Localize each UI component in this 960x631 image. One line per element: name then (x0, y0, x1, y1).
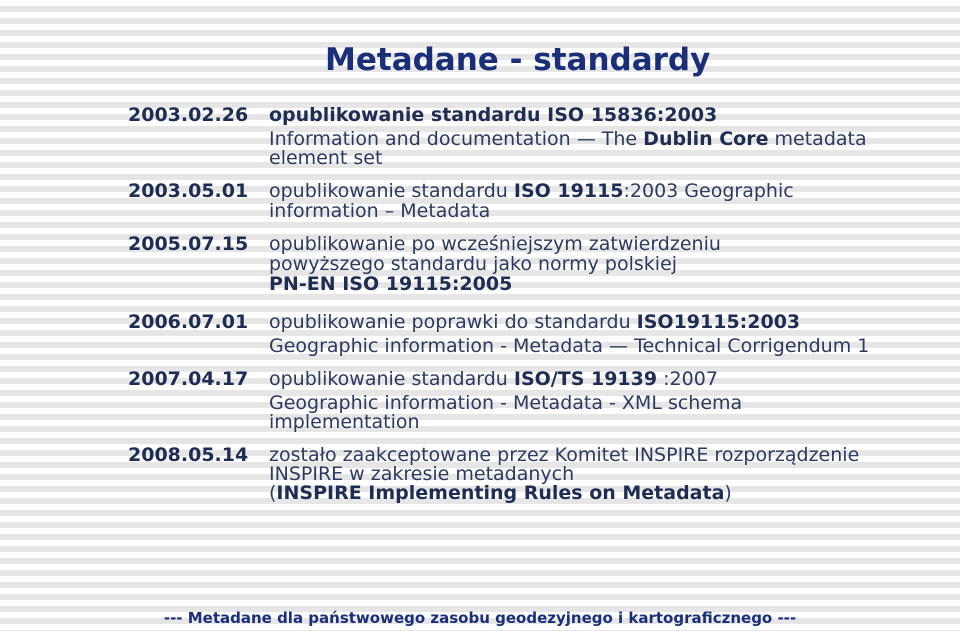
entry-detail-line: powyższego standardu jako normy polskiej (269, 253, 678, 275)
entry-detail-highlight: PN-EN ISO 19115:2005 (269, 273, 513, 295)
entry-detail-line: element set (269, 147, 383, 169)
entry-date: 2003.05.01 (128, 180, 249, 202)
entry-headline: zostało zaakceptowane przez Komitet INSPIRE rozporządzenie (269, 444, 860, 466)
entry-detail-line: Geographic information - Metadata - XML schema (269, 392, 743, 414)
entry-headline-highlight: ISO/TS 19139 (513, 368, 658, 390)
entry-detail-text: ( (269, 482, 277, 504)
entry-date: 2008.05.14 (128, 444, 249, 466)
entry-detail-line: information – Metadata (269, 200, 491, 222)
entry-headline-text: :2003 Geographic (623, 180, 794, 202)
entry-detail-highlight: INSPIRE Implementing Rules on Metadata (276, 482, 725, 504)
entry-detail-line: Geographic information - Metadata — Technical Corrigendum 1 (269, 335, 870, 357)
entry-headline (269, 369, 718, 389)
entry-detail-line (269, 483, 732, 503)
entry-headline-highlight: ISO 19115 (513, 180, 624, 202)
footer-caption: --- Metadane dla państwowego zasobu geodezyjnego i kartograficznego --- (163, 609, 797, 627)
entry-detail-text: metadata (768, 128, 867, 150)
entry-detail-line: implementation (269, 411, 420, 433)
entry-date: 2003.02.26 (128, 104, 249, 126)
entry-headline (269, 181, 794, 201)
entry-headline-text: opublikowanie poprawki do standardu (269, 311, 637, 333)
entry-headline-highlight: ISO19115:2003 (636, 311, 801, 333)
entry-detail-line: INSPIRE w zakresie metadanych (269, 463, 575, 485)
entry-date: 2007.04.17 (128, 368, 249, 390)
entry-detail-highlight: Dublin Core (643, 128, 769, 150)
entry-detail-text: ) (724, 482, 732, 504)
entry-date: 2006.07.01 (128, 311, 249, 333)
entry-headline: opublikowanie standardu ISO 15836:2003 (269, 104, 718, 126)
entry-date: 2005.07.15 (128, 233, 249, 255)
entry-headline-text: :2007 (657, 368, 718, 390)
page-title: Metadane - standardy (325, 42, 711, 78)
entry-detail-line (269, 129, 867, 149)
entry-detail-text: Information and documentation — The (269, 128, 644, 150)
entry-headline-text: opublikowanie standardu (269, 180, 514, 202)
entry-headline-text: opublikowanie standardu (269, 368, 514, 390)
entry-headline (269, 312, 800, 332)
entry-headline: opublikowanie po wcześniejszym zatwierdzeniu (269, 233, 721, 255)
